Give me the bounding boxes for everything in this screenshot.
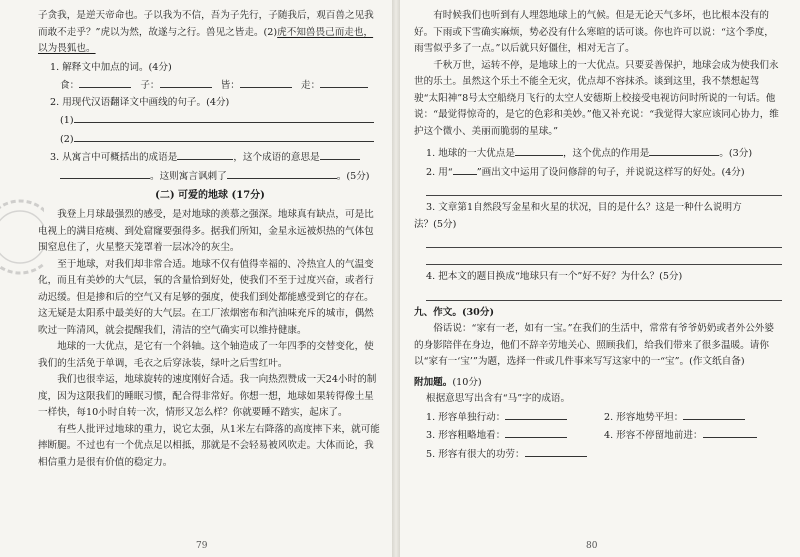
book-gutter — [392, 0, 400, 557]
bonus-blank-3[interactable] — [505, 426, 567, 438]
left-paragraph-3: 地球的一大优点，是它有一个斜轴。这个轴造成了一年四季的交替变化，使我们的生活免于单调，毛衣之后穿泳装，绿叶之后雪红叶。 — [38, 341, 374, 369]
q1-label: 1. 解释文中加点的词。(4分) — [50, 61, 172, 73]
r-q4-answer-line[interactable] — [426, 286, 782, 301]
r-q3-answer-line-1[interactable] — [426, 233, 782, 248]
bonus-blank-4[interactable] — [703, 426, 757, 438]
r-q3-line-2: 法？(5分) — [414, 218, 457, 230]
q1-blank-2[interactable] — [160, 76, 212, 88]
left-paragraph-5: 有些人批评过地球的重力，说它太强，从1米左右降落的高度摔下来，就可能摔断腿。不过也有一个优点足以相抵，那就是不会轻易被风吹走。大体而论，我相信重力是很有价值的稳定力。 — [38, 423, 380, 468]
q3-blank-2[interactable] — [320, 148, 360, 160]
r-q4: 4. 把本文的题目换成“地球只有一个”好不好？为什么？(5分) — [426, 271, 683, 282]
q3-line-1: 3. 从寓言中可概括出的成语是 ，这个成语的意思是 — [38, 148, 382, 167]
left-paragraph-2: 至于地球，对我们却非常合适。地球不仅有值得幸福的、冷热宜人的气温变化，而且有美妙的大气层，氧的含量恰到好处，使我们不至于过度兴奋，或者行动迟缓。但是掺和后的空气又有足够的强度，使我们到处都能感受到它的存在。这无疑是太阳系中最美好的大气层。在工厂浓烟密布和汽油味充斥的城市，偶然吹过一阵清风，就会提醒我们，清洁的空气确实可以维持健康。 — [38, 258, 374, 336]
intro-underlined: 虎不知兽畏己而走也， — [277, 26, 374, 38]
r-q1-blank-2[interactable] — [649, 144, 719, 156]
page-number-left: 79 — [196, 541, 208, 551]
q3-blank-4[interactable] — [227, 167, 337, 179]
left-paragraph-4: 我们也很幸运，地球旋转的速度刚好合适。我一向热烈赞成一天24小时的制度，因为这限我们的睡眠习惯，配合得非常好。你想一想，地球如果转得像土星一样快，每10小时自转一次，情形又怎么样？你就要睡不踏实，起床了。 — [38, 374, 377, 418]
q3-blank-3[interactable] — [60, 167, 150, 179]
q3-line-2: 。这则寓言讽刺了 。(5分) — [38, 167, 382, 186]
r-q3-answer-line-2[interactable] — [426, 250, 782, 265]
bonus-blank-5[interactable] — [525, 445, 587, 457]
bonus-intro: 根据意思写出含有“马”字的成语。 — [426, 393, 571, 404]
bonus-blank-1[interactable] — [505, 408, 567, 420]
section-title: (二) 可爱的地球 (17分) — [155, 190, 265, 201]
bonus-row-1: 1. 形容单独行动： 2. 形容地势平坦： — [414, 408, 782, 427]
q2-label: 2. 用现代汉语翻译文中画线的句子。(4分) — [50, 96, 230, 108]
r-q2-answer-line[interactable] — [426, 181, 782, 196]
bonus-title-row: 附加题。(10分) — [414, 376, 482, 388]
intro-line-1: 子贪我，是逆天帝命也。子以我为不信，吾为子先行，子随我后，观百兽之见我 — [38, 10, 374, 21]
q2-item-1: (1) — [38, 111, 382, 130]
r-q1-blank-1[interactable] — [515, 144, 563, 156]
intro-line-3: 以为畏狐也。 — [38, 43, 96, 54]
q1-blank-4[interactable] — [320, 76, 368, 88]
bonus-blank-2[interactable] — [683, 408, 745, 420]
q2-blank-1[interactable] — [74, 111, 374, 123]
right-paragraph-2: 千秋万世，运转不停，是地球上的一大优点。只要妥善保护，地球会成为使我们永世的乐土。虽然这个乐土不能全无灾，优点却不容抹杀。谈到这里，我不禁想起驾驶“太阳神”8号太空船绕月飞行的太空人安德斯上校接受电视访问时所说的一句话。他说：“最觉得惊奇的，是它的色彩和美妙。”他又补充说：“我觉得大家应该同心协力，维护这个微小、美丽而脆弱的星球。” — [414, 59, 779, 137]
section9-title: 九、作文。(30分) — [414, 306, 494, 318]
right-page — [400, 0, 800, 557]
intro-line-2: 而敢不走乎？”虎以为然，故遂与之行。兽见之皆走。(2)虎不知兽畏己而走也， — [38, 26, 374, 38]
q2-item-2: (2) — [38, 130, 382, 149]
r-q3-line-1: 3. 文章第1自然段写金星和火星的状况，目的是什么？这是一种什么说明方 — [426, 202, 742, 213]
r-q1: 1. 地球的一大优点是 ，这个优点的作用是 。(3分) — [414, 144, 782, 163]
section9-prompt: 俗话说：“家有一老，如有一宝。”在我们的生活中，常常有爷爷奶奶或者外公外婆的身影陪伴在身边，他们不辞辛劳地关心、照顾我们，给我们带来了很多温暖。请你以“家有一‘宝’”为题，选择一件或几件事来写写这家中的一“宝”。(作文纸自备) — [414, 323, 774, 367]
stamp-watermark-icon — [0, 172, 44, 302]
bonus-row-3: 5. 形容有很大的功劳： — [414, 445, 782, 464]
bonus-row-2: 3. 形容粗略地看： 4. 形容不停留地前进： — [414, 426, 782, 445]
left-page — [0, 0, 392, 557]
q1-items: 食： 子： 皆： 走： — [38, 76, 382, 95]
r-q2-blank[interactable] — [453, 163, 477, 175]
page-number-right: 80 — [586, 541, 598, 551]
q3-blank-1[interactable] — [177, 148, 233, 160]
q1-blank-1[interactable] — [79, 76, 131, 88]
q2-blank-2[interactable] — [74, 130, 374, 142]
right-paragraph-1: 有时候我们也听到有人埋怨地球上的气候。但是无论天气多坏，也比根本没有的好。下雨或下雪确实麻烦，势必没有什么寒暄的话可谈。你也许可以说：“这个季度，雨雪似乎多了一点。”以后就只好僵住，相对无言了。 — [414, 10, 774, 54]
r-q2: 2. 用“ ”画出文中运用了设问修辞的句子，并说说这样写的好处。(4分) — [414, 163, 782, 182]
q1-blank-3[interactable] — [240, 76, 292, 88]
left-paragraph-1: 我登上月球最强烈的感受，是对地球的羡慕之强深。地球真有缺点，可是比电视上的满目疮痍、到处窟窿要强得多。据我们所知，金星永远被炽热的气体包围窒息住了，火星整天笼罩着一层冰冷的灰尘。 — [38, 209, 374, 253]
